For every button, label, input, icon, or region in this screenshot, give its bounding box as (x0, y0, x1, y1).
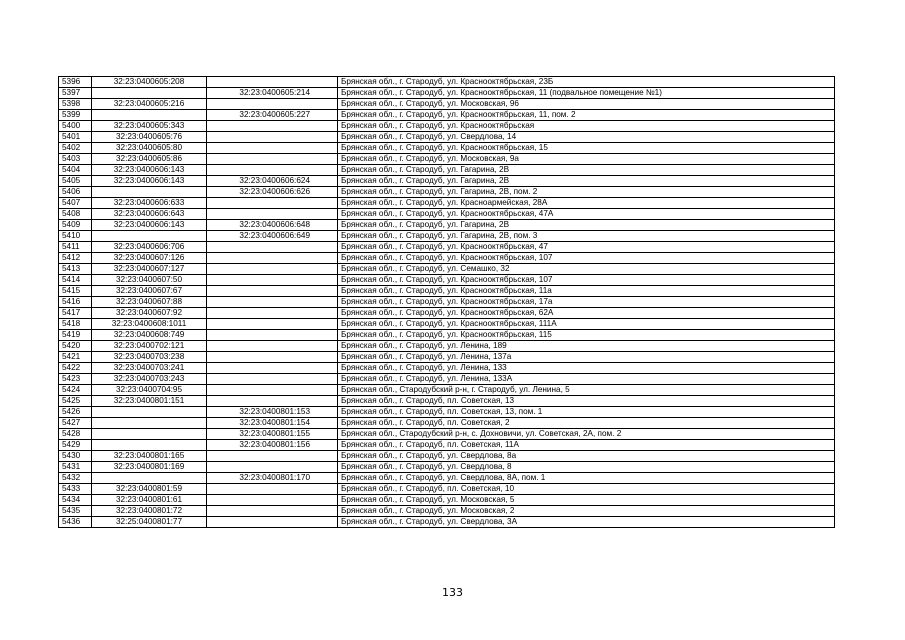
table-row (59, 275, 835, 286)
related-cadastral-number-cell (207, 363, 338, 374)
address-cell: Брянская обл., г. Стародуб, ул. Краснооктябрьская, 11а (338, 286, 835, 297)
address-cell: Брянская обл., г. Стародуб, ул. Ленина, 137а (338, 352, 835, 363)
cadastral-number-cell: 32:23:0400801:165 (92, 451, 207, 462)
related-cadastral-number-cell (207, 264, 338, 275)
table-row (59, 231, 835, 242)
address-cell: Брянская обл., г. Стародуб, ул. Краснооктябрьская, 23Б (338, 77, 835, 88)
address-cell: Брянская обл., г. Стародуб, ул. Краснооктябрьская, 47 (338, 242, 835, 253)
cadastral-number-cell: 32:23:0400608:749 (92, 330, 207, 341)
table-row (59, 330, 835, 341)
related-cadastral-number-cell (207, 506, 338, 517)
related-cadastral-number-cell (207, 253, 338, 264)
address-cell: Брянская обл., г. Стародуб, пл. Советская, 13 (338, 396, 835, 407)
cadastral-number-cell (92, 473, 207, 484)
related-cadastral-number-cell (207, 165, 338, 176)
row-number-cell: 5432 (59, 473, 92, 484)
row-number-cell: 5422 (59, 363, 92, 374)
row-number-cell: 5416 (59, 297, 92, 308)
cadastral-number-cell: 32:23:0400606:643 (92, 209, 207, 220)
table-row (59, 451, 835, 462)
table-row (59, 341, 835, 352)
cadastral-number-cell: 32:23:0400702:121 (92, 341, 207, 352)
related-cadastral-number-cell (207, 484, 338, 495)
row-number-cell: 5414 (59, 275, 92, 286)
table-row (59, 264, 835, 275)
related-cadastral-number-cell (207, 132, 338, 143)
table-row (59, 209, 835, 220)
table-body (59, 77, 835, 528)
row-number-cell: 5419 (59, 330, 92, 341)
row-number-cell: 5433 (59, 484, 92, 495)
related-cadastral-number-cell (207, 209, 338, 220)
table-row (59, 484, 835, 495)
cadastral-number-cell (92, 110, 207, 121)
table-row (59, 319, 835, 330)
row-number-cell: 5424 (59, 385, 92, 396)
cadastral-number-cell (92, 187, 207, 198)
cadastral-number-cell: 32:23:0400703:241 (92, 363, 207, 374)
table-row (59, 517, 835, 528)
row-number-cell: 5420 (59, 341, 92, 352)
row-number-cell: 5396 (59, 77, 92, 88)
cadastral-number-cell: 32:23:0400608:1011 (92, 319, 207, 330)
cadastral-number-cell: 32:23:0400606:143 (92, 176, 207, 187)
table-row (59, 506, 835, 517)
cadastral-number-cell: 32:23:0400606:143 (92, 220, 207, 231)
related-cadastral-number-cell (207, 143, 338, 154)
address-cell: Брянская обл., г. Стародуб, ул. Гагарина, 2В (338, 165, 835, 176)
related-cadastral-number-cell: 32:23:0400606:649 (207, 231, 338, 242)
page-number: 133 (442, 586, 463, 599)
related-cadastral-number-cell (207, 451, 338, 462)
cadastral-number-cell (92, 88, 207, 99)
row-number-cell: 5436 (59, 517, 92, 528)
row-number-cell: 5404 (59, 165, 92, 176)
row-number-cell: 5398 (59, 99, 92, 110)
address-cell: Брянская обл., г. Стародуб, ул. Краснооктябрьская, 11, пом. 2 (338, 110, 835, 121)
related-cadastral-number-cell (207, 396, 338, 407)
cadastral-number-cell (92, 429, 207, 440)
row-number-cell: 5405 (59, 176, 92, 187)
table-row (59, 253, 835, 264)
related-cadastral-number-cell (207, 297, 338, 308)
cadastral-number-cell: 32:23:0400704:95 (92, 385, 207, 396)
address-cell: Брянская обл., г. Стародуб, ул. Свердлова, 8А, пом. 1 (338, 473, 835, 484)
row-number-cell: 5423 (59, 374, 92, 385)
related-cadastral-number-cell (207, 286, 338, 297)
table-row (59, 198, 835, 209)
table-row (59, 374, 835, 385)
row-number-cell: 5399 (59, 110, 92, 121)
row-number-cell: 5402 (59, 143, 92, 154)
row-number-cell: 5425 (59, 396, 92, 407)
row-number-cell: 5410 (59, 231, 92, 242)
address-cell: Брянская обл., г. Стародуб, ул. Краснооктябрьская, 62А (338, 308, 835, 319)
row-number-cell: 5415 (59, 286, 92, 297)
address-cell: Брянская обл., г. Стародуб, пл. Советская, 11А (338, 440, 835, 451)
address-cell: Брянская обл., г. Стародуб, ул. Московская, 2 (338, 506, 835, 517)
address-cell: Брянская обл., г. Стародуб, ул. Краснооктябрьская, 15 (338, 143, 835, 154)
cadastral-number-cell (92, 231, 207, 242)
table-row (59, 429, 835, 440)
row-number-cell: 5408 (59, 209, 92, 220)
row-number-cell: 5397 (59, 88, 92, 99)
related-cadastral-number-cell (207, 121, 338, 132)
cadastral-number-cell (92, 407, 207, 418)
cadastral-number-cell: 32:23:0400605:80 (92, 143, 207, 154)
row-number-cell: 5403 (59, 154, 92, 165)
row-number-cell: 5406 (59, 187, 92, 198)
table-row (59, 352, 835, 363)
address-cell: Брянская обл., г. Стародуб, ул. Гагарина, 2В, пом. 2 (338, 187, 835, 198)
cadastral-number-cell: 32:23:0400607:88 (92, 297, 207, 308)
address-cell: Брянская обл., г. Стародуб, ул. Краснооктябрьская, 107 (338, 275, 835, 286)
related-cadastral-number-cell: 32:23:0400606:648 (207, 220, 338, 231)
related-cadastral-number-cell (207, 308, 338, 319)
address-cell: Брянская обл., г. Стародуб, ул. Свердлова, 3А (338, 517, 835, 528)
address-cell: Брянская обл., г. Стародуб, ул. Свердлова, 8 (338, 462, 835, 473)
address-cell: Брянская обл., г. Стародуб, ул. Ленина, 133 (338, 363, 835, 374)
table-row (59, 418, 835, 429)
cadastral-number-cell: 32:23:0400703:238 (92, 352, 207, 363)
table-row (59, 385, 835, 396)
address-cell: Брянская обл., Стародубский р-н, с. Дохновичи, ул. Советская, 2А, пом. 2 (338, 429, 835, 440)
cadastral-number-cell: 32:23:0400606:143 (92, 165, 207, 176)
address-cell: Брянская обл., г. Стародуб, ул. Гагарина, 2В (338, 176, 835, 187)
related-cadastral-number-cell (207, 341, 338, 352)
related-cadastral-number-cell (207, 242, 338, 253)
related-cadastral-number-cell (207, 275, 338, 286)
row-number-cell: 5421 (59, 352, 92, 363)
row-number-cell: 5434 (59, 495, 92, 506)
cadastral-number-cell: 32:23:0400607:126 (92, 253, 207, 264)
table-row (59, 220, 835, 231)
address-cell: Брянская обл., г. Стародуб, ул. Краснооктябрьская (338, 121, 835, 132)
row-number-cell: 5409 (59, 220, 92, 231)
cadastral-number-cell: 32:23:0400607:67 (92, 286, 207, 297)
table-row (59, 462, 835, 473)
address-cell: Брянская обл., г. Стародуб, ул. Свердлова, 14 (338, 132, 835, 143)
row-number-cell: 5428 (59, 429, 92, 440)
cadastral-number-cell: 32:23:0400605:86 (92, 154, 207, 165)
cadastral-number-cell: 32:23:0400801:151 (92, 396, 207, 407)
table-row (59, 176, 835, 187)
table-row (59, 407, 835, 418)
address-cell: Брянская обл., г. Стародуб, ул. Краснооктябрьская, 11 (подвальное помещение №1) (338, 88, 835, 99)
table-row (59, 286, 835, 297)
related-cadastral-number-cell: 32:23:0400801:153 (207, 407, 338, 418)
table-row (59, 363, 835, 374)
table-row (59, 473, 835, 484)
related-cadastral-number-cell (207, 385, 338, 396)
cadastral-number-cell: 32:23:0400607:127 (92, 264, 207, 275)
table-row (59, 121, 835, 132)
address-cell: Брянская обл., г. Стародуб, ул. Московская, 96 (338, 99, 835, 110)
table-row (59, 143, 835, 154)
row-number-cell: 5430 (59, 451, 92, 462)
related-cadastral-number-cell: 32:23:0400606:626 (207, 187, 338, 198)
table-row (59, 154, 835, 165)
row-number-cell: 5412 (59, 253, 92, 264)
row-number-cell: 5426 (59, 407, 92, 418)
table-row (59, 187, 835, 198)
address-cell: Брянская обл., г. Стародуб, пл. Советская, 10 (338, 484, 835, 495)
cadastral-number-cell: 32:23:0400801:169 (92, 462, 207, 473)
related-cadastral-number-cell (207, 319, 338, 330)
related-cadastral-number-cell: 32:23:0400605:214 (207, 88, 338, 99)
related-cadastral-number-cell (207, 99, 338, 110)
row-number-cell: 5427 (59, 418, 92, 429)
address-cell: Брянская обл., г. Стародуб, ул. Краснооктябрьская, 115 (338, 330, 835, 341)
row-number-cell: 5417 (59, 308, 92, 319)
cadastral-number-cell: 32:23:0400703:243 (92, 374, 207, 385)
cadastral-number-cell: 32:23:0400605:216 (92, 99, 207, 110)
address-cell: Брянская обл., г. Стародуб, ул. Краснооктябрьская, 17а (338, 297, 835, 308)
address-cell: Брянская обл., г. Стародуб, ул. Красноармейская, 28А (338, 198, 835, 209)
table-row (59, 88, 835, 99)
cadastral-number-cell: 32:23:0400801:61 (92, 495, 207, 506)
table-row (59, 132, 835, 143)
address-cell: Брянская обл., г. Стародуб, ул. Краснооктябрьская, 47А (338, 209, 835, 220)
table-row (59, 440, 835, 451)
table-row (59, 495, 835, 506)
address-cell: Брянская обл., г. Стародуб, ул. Гагарина, 2В, пом. 3 (338, 231, 835, 242)
cadastral-number-cell (92, 440, 207, 451)
row-number-cell: 5418 (59, 319, 92, 330)
table-row (59, 396, 835, 407)
address-cell: Брянская обл., г. Стародуб, ул. Краснооктябрьская, 107 (338, 253, 835, 264)
address-cell: Брянская обл., г. Стародуб, ул. Свердлова, 8а (338, 451, 835, 462)
related-cadastral-number-cell: 32:23:0400605:227 (207, 110, 338, 121)
related-cadastral-number-cell (207, 77, 338, 88)
related-cadastral-number-cell (207, 495, 338, 506)
cadastral-number-cell: 32:23:0400607:50 (92, 275, 207, 286)
related-cadastral-number-cell: 32:23:0400801:155 (207, 429, 338, 440)
address-cell: Брянская обл., г. Стародуб, ул. Московская, 5 (338, 495, 835, 506)
cadastral-number-cell: 32:23:0400801:72 (92, 506, 207, 517)
row-number-cell: 5401 (59, 132, 92, 143)
table-row (59, 99, 835, 110)
cadastral-number-cell: 32:23:0400607:92 (92, 308, 207, 319)
related-cadastral-number-cell (207, 198, 338, 209)
address-cell: Брянская обл., г. Стародуб, ул. Ленина, 189 (338, 341, 835, 352)
address-cell: Брянская обл., г. Стародуб, ул. Ленина, 133А (338, 374, 835, 385)
row-number-cell: 5413 (59, 264, 92, 275)
row-number-cell: 5431 (59, 462, 92, 473)
table-row (59, 242, 835, 253)
address-cell: Брянская обл., г. Стародуб, ул. Краснооктябрьская, 111А (338, 319, 835, 330)
row-number-cell: 5435 (59, 506, 92, 517)
related-cadastral-number-cell: 32:23:0400801:170 (207, 473, 338, 484)
table-row (59, 110, 835, 121)
row-number-cell: 5407 (59, 198, 92, 209)
cadastral-number-cell: 32:23:0400605:76 (92, 132, 207, 143)
table-row (59, 165, 835, 176)
row-number-cell: 5429 (59, 440, 92, 451)
row-number-cell: 5400 (59, 121, 92, 132)
table-row (59, 77, 835, 88)
related-cadastral-number-cell: 32:23:0400606:624 (207, 176, 338, 187)
related-cadastral-number-cell (207, 462, 338, 473)
cadastral-number-cell (92, 418, 207, 429)
related-cadastral-number-cell (207, 154, 338, 165)
table-row (59, 308, 835, 319)
related-cadastral-number-cell: 32:23:0400801:156 (207, 440, 338, 451)
address-cell: Брянская обл., г. Стародуб, пл. Советская, 13, пом. 1 (338, 407, 835, 418)
address-cell: Брянская обл., г. Стародуб, ул. Гагарина, 2В (338, 220, 835, 231)
table-row (59, 297, 835, 308)
cadastral-number-cell: 32:23:0400606:706 (92, 242, 207, 253)
related-cadastral-number-cell (207, 517, 338, 528)
related-cadastral-number-cell: 32:23:0400801:154 (207, 418, 338, 429)
related-cadastral-number-cell (207, 330, 338, 341)
cadastral-number-cell: 32:23:0400605:343 (92, 121, 207, 132)
address-cell: Брянская обл., г. Стародуб, пл. Советская, 2 (338, 418, 835, 429)
related-cadastral-number-cell (207, 352, 338, 363)
address-cell: Брянская обл., г. Стародуб, ул. Семашко, 32 (338, 264, 835, 275)
property-register-table (58, 76, 835, 528)
cadastral-number-cell: 32:25:0400801:77 (92, 517, 207, 528)
address-cell: Брянская обл., г. Стародуб, ул. Московская, 9а (338, 154, 835, 165)
address-cell: Брянская обл., Стародубский р-н, г. Стародуб, ул. Ленина, 5 (338, 385, 835, 396)
cadastral-number-cell: 32:23:0400801:59 (92, 484, 207, 495)
related-cadastral-number-cell (207, 374, 338, 385)
cadastral-number-cell: 32:23:0400606:633 (92, 198, 207, 209)
cadastral-number-cell: 32:23:0400605:208 (92, 77, 207, 88)
row-number-cell: 5411 (59, 242, 92, 253)
